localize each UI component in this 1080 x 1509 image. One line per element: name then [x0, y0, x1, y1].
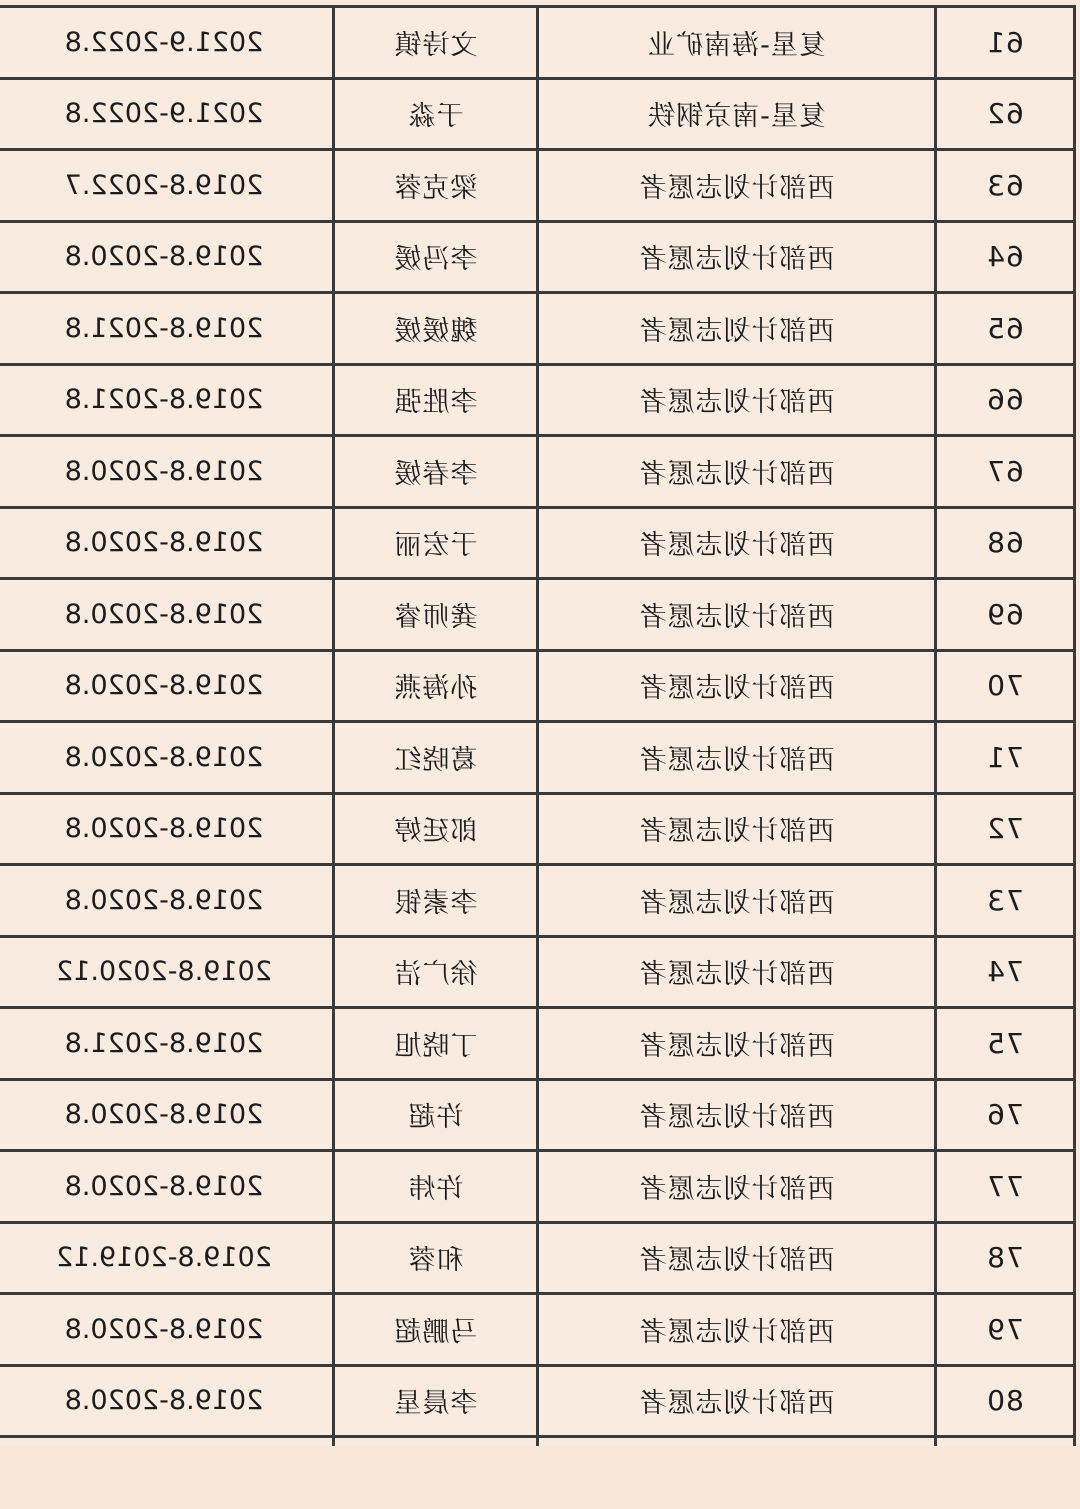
- cell-name: 丁晓旭: [334, 1008, 538, 1080]
- cell-unit: 西部计划志愿者: [538, 293, 936, 365]
- cell-unit: 西部计划志愿者: [538, 150, 936, 222]
- cell-period: 2019.8-2020.8: [0, 1151, 334, 1223]
- table-row: [0, 865, 1075, 937]
- cell-number: 73: [936, 865, 1075, 937]
- cell-name: 葛晓红: [334, 722, 538, 794]
- cell-name: 于宏丽: [334, 507, 538, 579]
- cell-period: 2019.8-2020.8: [0, 507, 334, 579]
- cell-unit: 西部计划志愿者: [538, 1222, 936, 1294]
- cell-period: [0, 1437, 334, 1447]
- table-row: [0, 221, 1075, 293]
- cell-name: 马鹏超: [334, 1294, 538, 1366]
- cell-name: 徐广洁: [334, 936, 538, 1008]
- cell-unit: 西部计划志愿者: [538, 436, 936, 508]
- cell-unit: 西部计划志愿者: [538, 722, 936, 794]
- cell-unit: 西部计划志愿者: [538, 1008, 936, 1080]
- cell-unit: 西部计划志愿者: [538, 1365, 936, 1437]
- table-row: [0, 793, 1075, 865]
- cell-period: 2019.8-2020.12: [0, 936, 334, 1008]
- table-body: [0, 7, 1075, 1447]
- table-row: [0, 78, 1075, 150]
- cell-period: 2019.8-2020.8: [0, 793, 334, 865]
- cell-unit: 西部计划志愿者: [538, 936, 936, 1008]
- cell-unit: 西部计划志愿者: [538, 1294, 936, 1366]
- table-row: [0, 1151, 1075, 1223]
- cell-number: 72: [936, 793, 1075, 865]
- cell-period: 2019.8-2020.8: [0, 865, 334, 937]
- cell-unit: 复星-海南矿业: [538, 7, 936, 79]
- table-row: [0, 722, 1075, 794]
- cell-unit: 西部计划志愿者: [538, 793, 936, 865]
- table-row: [0, 1294, 1075, 1366]
- cell-period: 2021.9-2022.8: [0, 78, 334, 150]
- cell-unit: 西部计划志愿者: [538, 1079, 936, 1151]
- cell-unit: 西部计划志愿者: [538, 579, 936, 651]
- cell-name: [334, 1437, 538, 1447]
- table-row: [0, 650, 1075, 722]
- cell-name: 李晨星: [334, 1365, 538, 1437]
- cell-unit: 西部计划志愿者: [538, 221, 936, 293]
- cell-name: 和蓉: [334, 1222, 538, 1294]
- cell-name: 郎廷婷: [334, 793, 538, 865]
- table-row: [0, 507, 1075, 579]
- cell-period: 2019.8-2021.8: [0, 364, 334, 436]
- table-row: [0, 7, 1075, 79]
- cell-period: 2019.8-2020.8: [0, 650, 334, 722]
- cell-name: 文诗镇: [334, 7, 538, 79]
- cell-number: 75: [936, 1008, 1075, 1080]
- table-row: [0, 364, 1075, 436]
- cell-unit: [538, 1437, 936, 1447]
- cell-name: 李冯媛: [334, 221, 538, 293]
- cell-number: 64: [936, 221, 1075, 293]
- cell-name: 李胜强: [334, 364, 538, 436]
- cell-name: 于淼: [334, 78, 538, 150]
- cell-number: 68: [936, 507, 1075, 579]
- table-row-cut-off: [0, 1437, 1075, 1447]
- table-row: [0, 1365, 1075, 1437]
- table-row: [0, 936, 1075, 1008]
- cell-period: 2019.8-2022.7: [0, 150, 334, 222]
- table-row: [0, 436, 1075, 508]
- cell-name: 魏媛媛: [334, 293, 538, 365]
- cell-number: [936, 1437, 1075, 1447]
- cell-number: 61: [936, 7, 1075, 79]
- cell-number: 70: [936, 650, 1075, 722]
- cell-period: 2021.9-2022.8: [0, 7, 334, 79]
- cell-period: 2019.8-2020.8: [0, 1365, 334, 1437]
- cell-period: 2019.8-2020.8: [0, 221, 334, 293]
- cell-unit: 西部计划志愿者: [538, 865, 936, 937]
- table-row: [0, 1222, 1075, 1294]
- cell-period: 2019.8-2021.8: [0, 1008, 334, 1080]
- cell-unit: 西部计划志愿者: [538, 650, 936, 722]
- cell-number: 74: [936, 936, 1075, 1008]
- table-row: [0, 1008, 1075, 1080]
- cell-number: 79: [936, 1294, 1075, 1366]
- cell-period: 2019.8-2020.8: [0, 579, 334, 651]
- cell-number: 77: [936, 1151, 1075, 1223]
- table-row: [0, 1079, 1075, 1151]
- cell-name: 孙海燕: [334, 650, 538, 722]
- mirrored-table-wrapper: [4, 5, 1076, 1446]
- cell-unit: 西部计划志愿者: [538, 364, 936, 436]
- cell-number: 66: [936, 364, 1075, 436]
- cell-period: 2019.8-2020.8: [0, 1294, 334, 1366]
- cell-unit: 西部计划志愿者: [538, 507, 936, 579]
- cell-period: 2019.8-2020.8: [0, 722, 334, 794]
- cell-period: 2019.8-2020.8: [0, 1079, 334, 1151]
- cell-number: 71: [936, 722, 1075, 794]
- cell-unit: 复星-南京钢铁: [538, 78, 936, 150]
- cell-number: 65: [936, 293, 1075, 365]
- cell-number: 67: [936, 436, 1075, 508]
- cell-name: 李素银: [334, 865, 538, 937]
- cell-number: 76: [936, 1079, 1075, 1151]
- volunteer-table: [0, 5, 1076, 1446]
- cell-unit: 西部计划志愿者: [538, 1151, 936, 1223]
- cell-period: 2019.8-2019.12: [0, 1222, 334, 1294]
- table-row: [0, 293, 1075, 365]
- cell-number: 62: [936, 78, 1075, 150]
- cell-name: 许超: [334, 1079, 538, 1151]
- table-row: [0, 579, 1075, 651]
- cell-number: 69: [936, 579, 1075, 651]
- cell-name: 李春媛: [334, 436, 538, 508]
- cell-name: 许炜: [334, 1151, 538, 1223]
- cell-period: 2019.8-2020.8: [0, 436, 334, 508]
- cell-number: 63: [936, 150, 1075, 222]
- cell-number: 78: [936, 1222, 1075, 1294]
- cell-name: 龚师睿: [334, 579, 538, 651]
- cell-period: 2019.8-2021.8: [0, 293, 334, 365]
- cell-name: 梁克蓉: [334, 150, 538, 222]
- cell-number: 80: [936, 1365, 1075, 1437]
- table-row: [0, 150, 1075, 222]
